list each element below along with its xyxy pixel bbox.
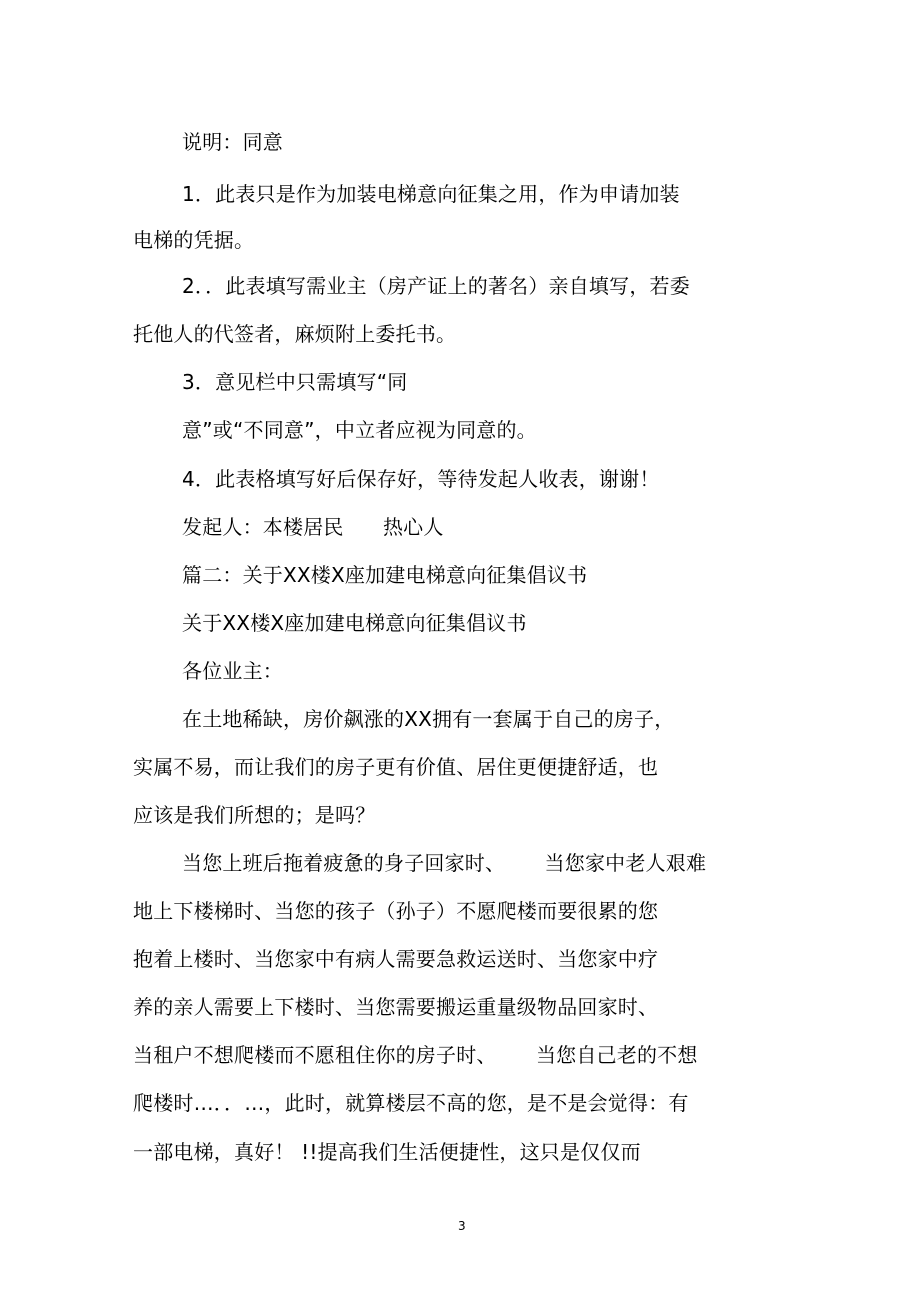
text-line-14: 实属不易，而让我们的房子更有价值、居住更便捷舒适，也 (133, 755, 659, 779)
text-line-18: 抱着上楼时、当您家中有病人需要急救运送时、当您家中疗 (133, 947, 659, 971)
text-line-7: 意”或“不同意”，中立者应视为同意的。 (182, 418, 537, 442)
text-line-17: 地上下楼梯时、当您的孩子（孙子）不愿爬楼而要很累的您 (133, 899, 659, 923)
text-line-15: 应该是我们所想的；是吗？ (133, 803, 376, 827)
text-line-21: 爬楼时…．．…，此时，就算楼层不高的您，是不是会觉得：有 (133, 1091, 689, 1115)
text-line-20: 当租户不想爬楼而不愿租住你的房子时、 当您自己老的不想 (133, 1043, 698, 1067)
text-line-16: 当您上班后拖着疲惫的身子回家时、 当您家中老人艰难 (182, 851, 707, 875)
text-line-19: 养的亲人需要上下楼时、当您需要搬运重量级物品回家时、 (133, 995, 659, 1019)
page-number: 3 (458, 1219, 466, 1233)
text-line-6: 3．意见栏中只需填写“同 (182, 370, 408, 394)
text-line-2: 1．此表只是作为加装电梯意向征集之用，作为申请加装 (182, 182, 680, 206)
text-line-3: 电梯的凭据。 (133, 228, 255, 252)
text-line-4: 2．．此表填写需业主（房产证上的著名）亲自填写，若委 (182, 274, 690, 298)
text-line-9: 发起人：本楼居民 热心人 (182, 515, 444, 539)
text-line-22: 一部电梯，真好！ !!提高我们生活便捷性，这只是仅仅而 (133, 1140, 641, 1164)
text-line-8: 4．此表格填写好后保存好，等待发起人收表，谢谢！ (182, 467, 660, 491)
text-line-11: 关于XX楼X座加建电梯意向征集倡议书 (182, 611, 527, 635)
text-line-12: 各位业主： (182, 659, 283, 683)
text-line-13: 在土地稀缺，房价飙涨的XX拥有一套属于自己的房子， (182, 707, 675, 731)
text-line-10: 篇二：关于XX楼X座加建电梯意向征集倡议书 (182, 563, 588, 587)
text-line-1: 说明：同意 (182, 130, 283, 154)
text-line-5: 托他人的代签者，麻烦附上委托书。 (133, 322, 457, 346)
